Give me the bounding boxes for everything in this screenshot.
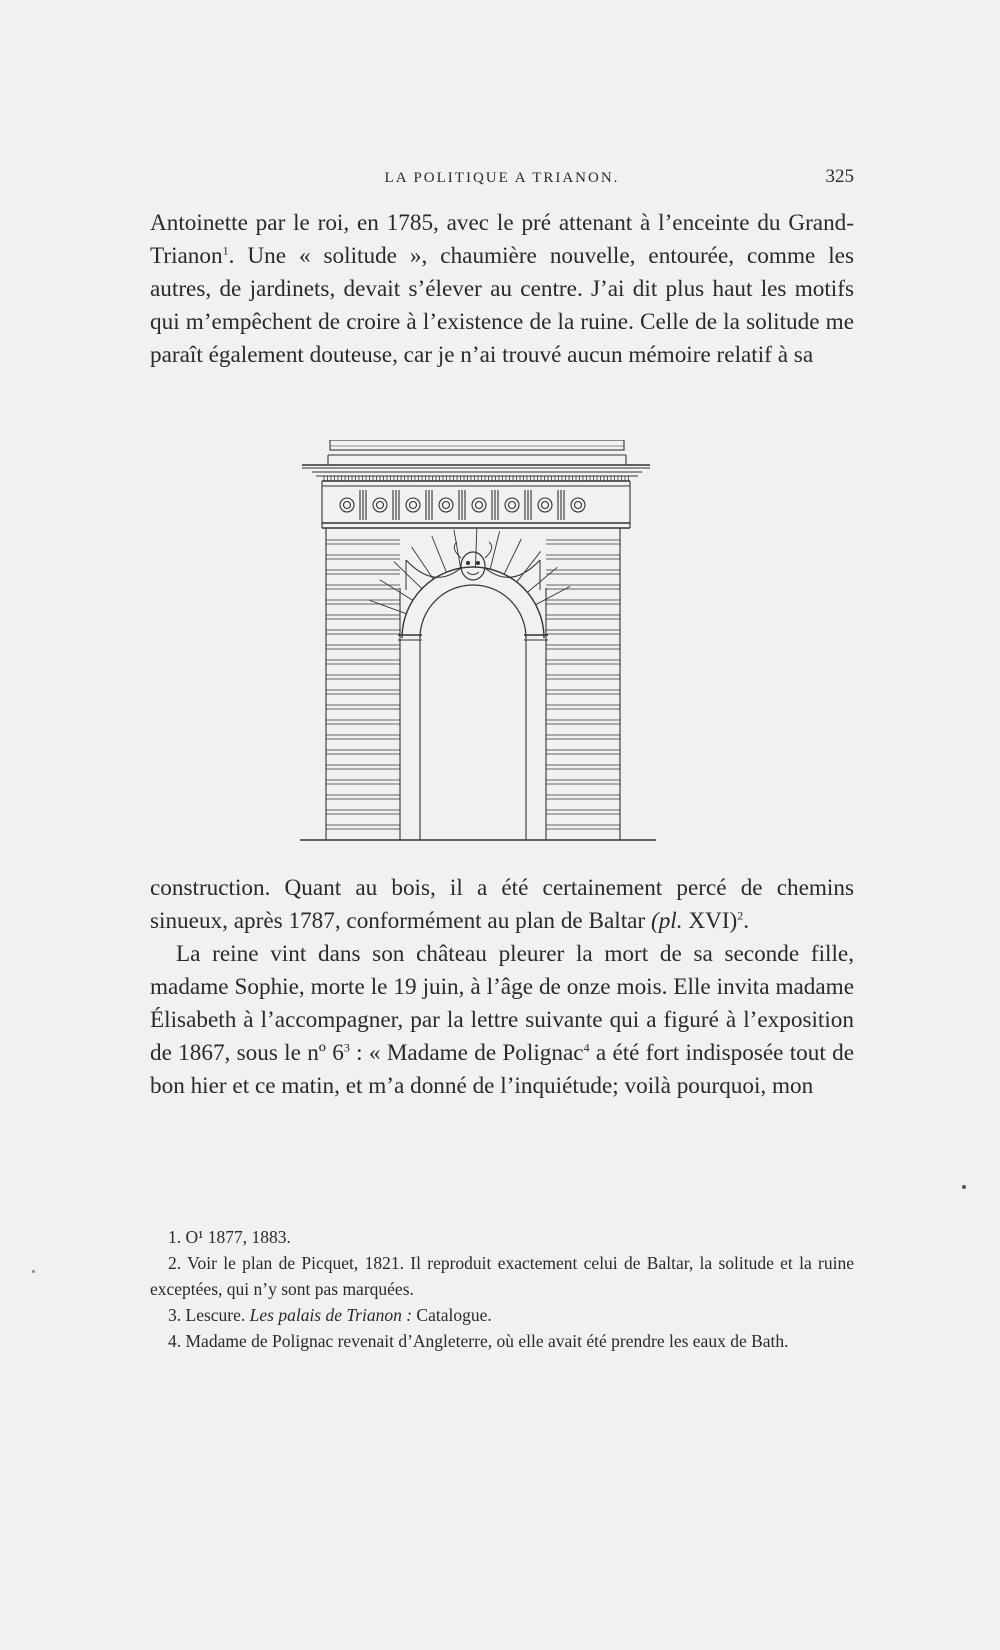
footnote bbox=[150, 1224, 854, 1250]
footnote-text: Lescure. bbox=[185, 1305, 250, 1325]
paragraph-text: XVI) bbox=[682, 908, 738, 934]
paper-speck bbox=[32, 1270, 35, 1273]
footnote-ref: 4 bbox=[583, 1040, 590, 1055]
italic-text: (pl. bbox=[650, 908, 683, 934]
paragraph bbox=[150, 872, 854, 938]
footnote bbox=[150, 1302, 854, 1328]
footnote bbox=[150, 1328, 854, 1354]
paragraph bbox=[150, 207, 854, 372]
footnote bbox=[150, 1250, 854, 1302]
footnote-text: O¹ 1877, 1883. bbox=[185, 1227, 291, 1247]
body-text-bottom bbox=[150, 872, 854, 1103]
paragraph-text: : « Madame de Polignac bbox=[349, 1040, 584, 1066]
paragraph-text: Antoinette par le roi, en 1785, avec le pré attenant à l’enceinte du Grand-Trianon bbox=[150, 210, 854, 269]
running-title: LA POLITIQUE A TRIANON. bbox=[384, 170, 620, 186]
footnote-number: 3. bbox=[168, 1305, 182, 1325]
paper-speck bbox=[962, 1185, 966, 1189]
paragraph-text: . Une « solitude », chaumière nouvelle, entourée, comme les autres, de jardinets, devait s’élever au centre. J’ai dit plus haut les motifs qui m’empêchent de croire à l’existence de la ruine. Celle de la solitude me paraît également douteuse, car je n’ai trouvé aucun mémoire relatif à sa bbox=[150, 243, 854, 368]
footnote-number: 4. bbox=[168, 1331, 182, 1351]
footnotes bbox=[150, 1224, 854, 1354]
paragraph-text: La reine vint dans son château pleurer la mort de sa seconde fille, madame Sophie, morte le 19 juin, à l’âge de onze mois. Elle invita madame Élisabeth à l’accompagner, par la lettre suivante qui a figuré à l’exposition de 1867, sous le nº 6 bbox=[150, 941, 854, 1066]
page-number: 325 bbox=[825, 166, 854, 187]
footnote-ref: 2 bbox=[737, 908, 744, 923]
footnote-number: 2. bbox=[168, 1253, 182, 1273]
paragraph-text: a été fort indisposée tout de bon hier et ce matin, et m’a donné de l’inquiétude; voilà pourquoi, mon bbox=[150, 1040, 854, 1099]
footnote-number: 1. bbox=[168, 1227, 182, 1247]
running-head bbox=[150, 166, 854, 190]
paragraph-text: construction. Quant au bois, il a été certainement percé de chemins sinueux, après 1787, conformément au plan de Baltar bbox=[150, 875, 854, 934]
footnote-italic: Les palais de Trianon : bbox=[249, 1305, 413, 1325]
footnote-text: Catalogue. bbox=[412, 1305, 492, 1325]
footnote-text: Madame de Polignac revenait d’Angleterre, où elle avait été prendre les eaux de Bath. bbox=[185, 1331, 789, 1351]
paragraph-text: . bbox=[743, 908, 750, 934]
footnote-ref: 3 bbox=[343, 1040, 350, 1055]
body-text-top bbox=[150, 207, 854, 372]
archway-drawing bbox=[300, 440, 700, 850]
paragraph bbox=[150, 938, 854, 1103]
archway-engraving bbox=[300, 440, 700, 850]
footnote-text: Voir le plan de Picquet, 1821. Il reproduit exactement celui de Baltar, la solitude et la ruine exceptées, qui n’y sont pas marquées. bbox=[150, 1253, 854, 1299]
footnote-ref: 1 bbox=[222, 243, 229, 258]
